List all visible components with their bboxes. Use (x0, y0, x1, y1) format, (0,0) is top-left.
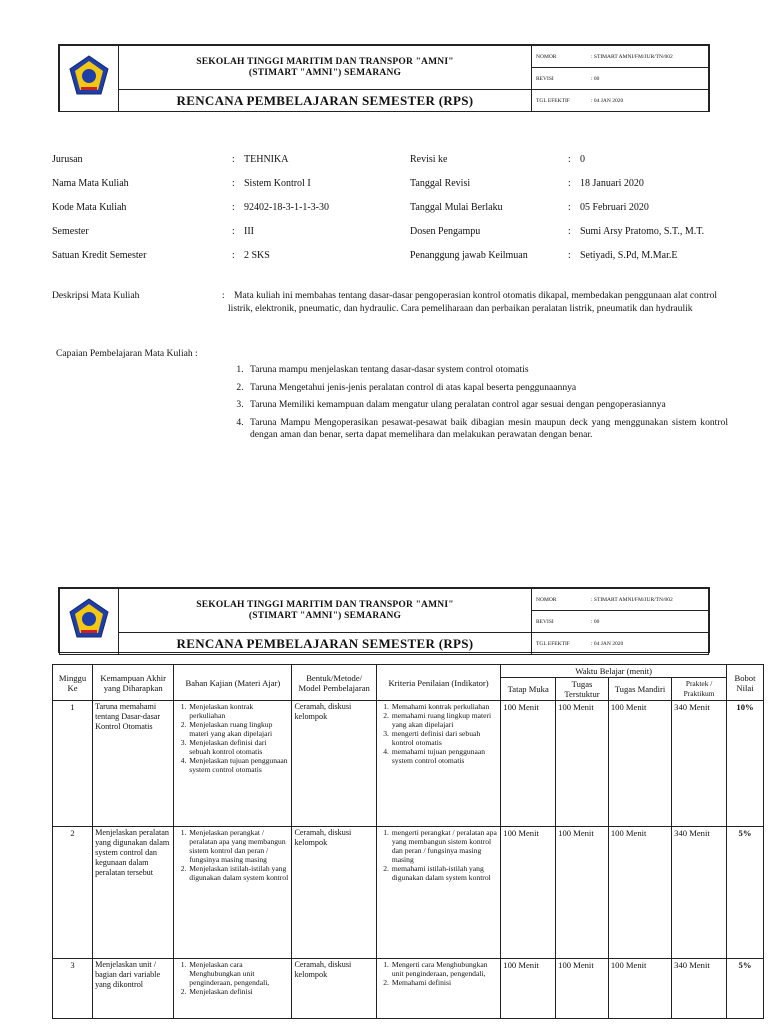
pj-label: Penanggung jawab Keilmuan (410, 250, 528, 261)
h-kemampuan: Kemampuan Akhir yang Diharapkan (93, 665, 174, 701)
doc-header-2 (58, 587, 710, 653)
list-item: 2. memahami istilah-istilah yang digunakan dalam system kontrol (391, 864, 498, 882)
list-item: 1. Menjelaskan cara Menghubungkan unit penginderaan, pengendali, (188, 960, 289, 987)
dosen-label: Dosen Pengampu (410, 226, 481, 237)
cell-kemampuan: Taruna memahami tentang Dasar-dasar Kontrol Otomatis (93, 701, 174, 827)
doc-title: RENCANA PEMBELAJARAN SEMESTER (RPS) (119, 633, 532, 655)
list-item: 2. memahami ruang lingkup materi yang akan dipelajari (391, 711, 498, 729)
cell-mandiri: 100 Menit (608, 959, 671, 1019)
list-item: 2. Menjelaskan ruang lingkup materi yang akan dipelajari (188, 720, 289, 738)
revisi-label: Revisi ke (410, 154, 448, 165)
h-praktek: Praktek / Praktikum (672, 678, 727, 701)
cell-bobot: 10% (727, 701, 764, 827)
school-line1: SEKOLAH TINGGI MARITIM DAN TRANSPOR "AMNI" (196, 599, 454, 610)
h-terstruktur: Tugas Terstuktur (556, 678, 609, 701)
meta-revisi: REVISI : 00 (532, 611, 709, 633)
school-line2: (STIMART "AMNI") SEMARANG (248, 610, 402, 621)
cell-kriteria (376, 959, 500, 1019)
capaian-item: 3. Taruna Memiliki kemampuan dalam mengatur ulang peralatan control agar sesuai dengan pengoperasiannya (246, 399, 728, 412)
cell-bentuk: Ceramah, diskusi kelompok (292, 959, 376, 1019)
cell-mandiri: 100 Menit (608, 701, 671, 827)
kode-value: 92402-18-3-1-1-3-30 (244, 202, 329, 213)
list-item: 4. memahami tujuan penggunaan system control otomatis (391, 747, 498, 765)
cell-kriteria (376, 827, 500, 959)
cell-terstruktur: 100 Menit (556, 701, 609, 827)
deskripsi-label: Deskripsi Mata Kuliah (52, 290, 140, 301)
cell-bahan (174, 959, 292, 1019)
school-line2: (STIMART "AMNI") SEMARANG (248, 67, 402, 78)
capaian-label: Capaian Pembelajaran Mata Kuliah : (56, 348, 198, 359)
list-item: 2. Menjelaskan istilah-istilah yang digunakan dalam system kontrol (188, 864, 289, 882)
jurusan-label: Jurusan (52, 154, 83, 165)
cell-bobot: 5% (727, 827, 764, 959)
deskripsi-text: Mata kuliah ini membahas tentang dasar-dasar pengoperasian kontrol otomatis dikapal, membedakan penggunaan alat control listrik, elektronik, pneumatic, dan hydraulic. Cara pemeliharaan dan perbaikan peralatan listrik, pneumatik dan hydraulik (228, 290, 718, 314)
h-waktu: Waktu Belajar (menit) (501, 665, 727, 678)
semester-label: Semester (52, 226, 89, 237)
capaian-item: 4. Taruna Mampu Mengoperasikan pesawat-pesawat baik dibagian mesin maupun deck yang menggunakan sistem kontrol dengan aman dan benar, serta dapat memelihara dan melakukan perawatan dengan benar. (246, 417, 728, 442)
cell-kemampuan: Menjelaskan unit / bagian dari variable yang dikontrol (93, 959, 174, 1019)
school-line1: SEKOLAH TINGGI MARITIM DAN TRANSPOR "AMNI" (196, 56, 454, 67)
list-item: 1. Menjelaskan perangkat / peralatan apa yang membangun sistem kontrol dan peran / fungsinya masing masing (188, 828, 289, 864)
kode-label: Kode Mata Kuliah (52, 202, 127, 213)
logo-cell (60, 589, 119, 655)
meta-nomor: NOMOR : STIMART AMNI/FM/JUR/TN/002 (532, 46, 709, 68)
list-item: 1. Menjelaskan kontrak perkuliahan (188, 702, 289, 720)
list-item: 2. Menjelaskan definisi (188, 987, 289, 996)
tgl-mulai-label: Tanggal Mulai Berlaku (410, 202, 503, 213)
jurusan-value: TEHNIKA (244, 154, 289, 165)
cell-mandiri: 100 Menit (608, 827, 671, 959)
h-bentuk: Bentuk/Metode/ Model Pembelajaran (292, 665, 376, 701)
meta-revisi: REVISI : 00 (532, 68, 709, 90)
capaian-item: 2. Taruna Mengetahui jenis-jenis peralatan control di atas kapal beserta penggunaannya (246, 382, 728, 395)
cell-praktek: 340 Menit (672, 701, 727, 827)
capaian-item: 1. Taruna mampu menjelaskan tentang dasar-dasar system control otomatis (246, 364, 728, 377)
tgl-mulai-value: 05 Februari 2020 (580, 202, 649, 213)
h-kriteria: Kriteria Penilaian (Indikator) (376, 665, 500, 701)
matkul-value: Sistem Kontrol I (244, 178, 311, 189)
list-item: 3. mengerti definisi dari sebuah kontrol otomatis (391, 729, 498, 747)
dosen-value: Sumi Arsy Pratomo, S.T., M.T. (580, 226, 705, 237)
pj-value: Setiyadi, S.Pd, M.Mar.E (580, 250, 678, 261)
table-row (53, 959, 764, 1019)
meta-nomor: NOMOR : STIMART AMNI/FM/JUR/TN/002 (532, 589, 709, 611)
meta-tgl-efektif: TGL EFEKTIF : 04 JAN 2020 (532, 90, 709, 112)
school-name (119, 46, 532, 90)
h-tatap: Tatap Muka (501, 678, 556, 701)
list-item: 1. Mengerti cara Menghubungkan unit penginderaan, pengendali, (391, 960, 498, 978)
list-item: 4. Menjelaskan tujuan penggunaan system control otomatis (188, 756, 289, 774)
list-item: 1. mengerti perangkat / peralatan apa yang membangun sistem kontrol dan peran / fungsinya masing masing (391, 828, 498, 864)
list-item: 3. Menjelaskan definisi dari sebuah kontrol otomatis (188, 738, 289, 756)
list-item: 2. Memahami definisi (391, 978, 498, 987)
sks-value: 2 SKS (244, 250, 270, 261)
deskripsi-colon: : (222, 290, 225, 301)
doc-header-1 (58, 44, 710, 112)
cell-minggu: 2 (53, 827, 93, 959)
h-bobot: Bobot Nilai (727, 665, 764, 701)
table-row (53, 827, 764, 959)
sks-label: Satuan Kredit Semester (52, 250, 147, 261)
list-item: 1. Memahami kontrak perkuliahan (391, 702, 498, 711)
cell-praktek: 340 Menit (672, 959, 727, 1019)
cell-kemampuan: Menjelaskan peralatan yang digunakan dalam system control dan kegunaan dalam peralatan tersebut (93, 827, 174, 959)
cell-minggu: 1 (53, 701, 93, 827)
cell-tatap: 100 Menit (501, 827, 556, 959)
cell-tatap: 100 Menit (501, 701, 556, 827)
cell-bentuk: Ceramah, diskusi kelompok (292, 827, 376, 959)
cell-bentuk: Ceramah, diskusi kelompok (292, 701, 376, 827)
tgl-revisi-value: 18 Januari 2020 (580, 178, 644, 189)
matkul-label: Nama Mata Kuliah (52, 178, 129, 189)
cell-bahan (174, 827, 292, 959)
cell-bobot: 5% (727, 959, 764, 1019)
cell-terstruktur: 100 Menit (556, 959, 609, 1019)
cell-bahan (174, 701, 292, 827)
doc-title: RENCANA PEMBELAJARAN SEMESTER (RPS) (119, 90, 532, 112)
school-name (119, 589, 532, 633)
table-row (53, 701, 764, 827)
capaian-list (228, 364, 728, 447)
meta-tgl-efektif: TGL EFEKTIF : 04 JAN 2020 (532, 633, 709, 655)
tgl-revisi-label: Tanggal Revisi (410, 178, 471, 189)
rps-table (52, 664, 764, 1019)
logo-cell (60, 46, 119, 112)
cell-kriteria (376, 701, 500, 827)
h-minggu: Minggu Ke (53, 665, 93, 701)
cell-tatap: 100 Menit (501, 959, 556, 1019)
school-logo-icon (67, 597, 111, 641)
h-mandiri: Tugas Mandiri (608, 678, 671, 701)
semester-value: III (244, 226, 254, 237)
cell-minggu: 3 (53, 959, 93, 1019)
revisi-value: 0 (580, 154, 585, 165)
school-logo-icon (67, 54, 111, 98)
cell-praktek: 340 Menit (672, 827, 727, 959)
cell-terstruktur: 100 Menit (556, 827, 609, 959)
h-bahan: Bahan Kajian (Materi Ajar) (174, 665, 292, 701)
